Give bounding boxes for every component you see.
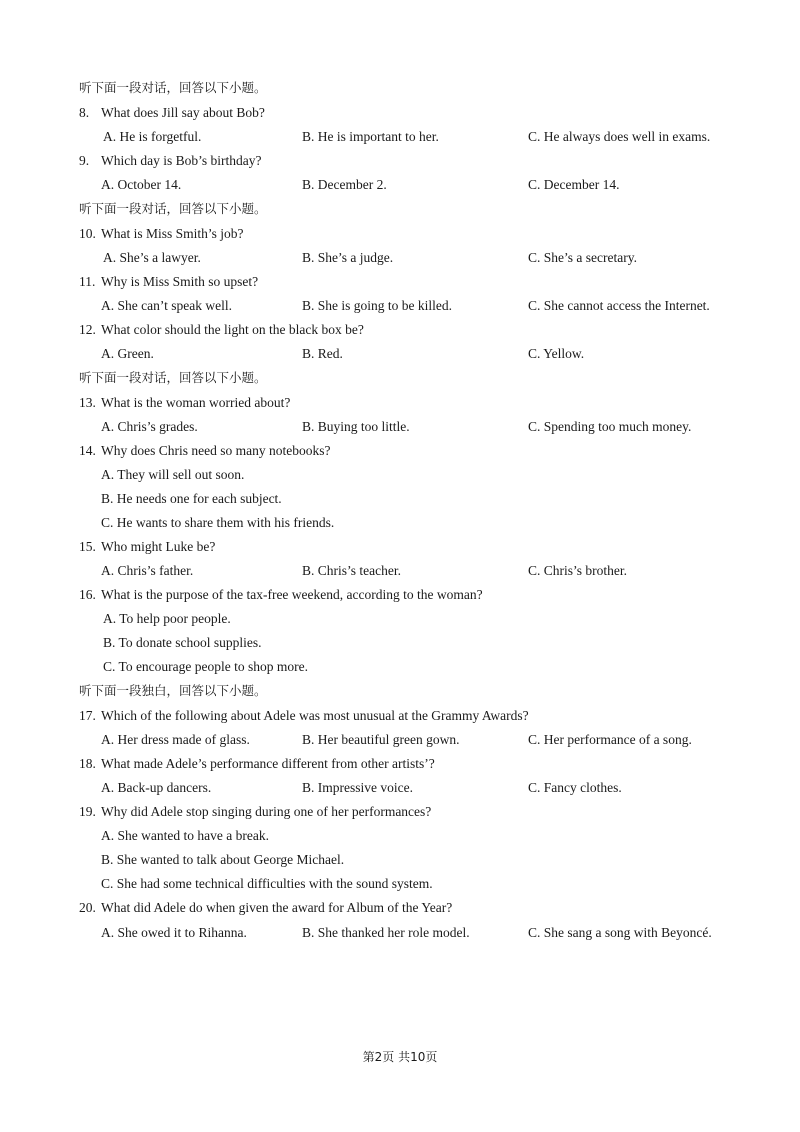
section-instruction: 听下面一段独白，回答以下小题。 — [79, 683, 267, 698]
question-number: 20. — [79, 900, 96, 915]
section-instruction: 听下面一段对话，回答以下小题。 — [79, 80, 267, 95]
question-text: What is the purpose of the tax-free weekend, according to the woman? — [101, 587, 483, 602]
option-b: B. December 2. — [302, 177, 387, 192]
question-text: What is the woman worried about? — [101, 395, 291, 410]
option-c: C. She cannot access the Internet. — [528, 298, 710, 313]
page-number-footer: 第2页 共10页 — [362, 1050, 438, 1064]
option-b: B. She thanked her role model. — [302, 925, 470, 940]
option-c: C. She had some technical difficulties with the sound system. — [101, 876, 433, 891]
section-instruction: 听下面一段对话，回答以下小题。 — [79, 201, 267, 216]
option-c: C. Her performance of a song. — [528, 732, 692, 747]
question-text: What does Jill say about Bob? — [101, 105, 265, 120]
question-text: Which of the following about Adele was most unusual at the Grammy Awards? — [101, 708, 529, 723]
option-a: A. To help poor people. — [103, 611, 231, 626]
option-a: A. October 14. — [101, 177, 182, 192]
option-c: C. To encourage people to shop more. — [103, 659, 309, 674]
option-c: C. He wants to share them with his friends. — [101, 515, 335, 530]
option-a: A. Green. — [101, 346, 154, 361]
option-b: B. She is going to be killed. — [302, 298, 452, 313]
option-a: A. Her dress made of glass. — [101, 732, 250, 747]
option-b: B. Impressive voice. — [302, 780, 413, 795]
option-a: A. Chris’s grades. — [101, 419, 198, 434]
option-b: B. To donate school supplies. — [103, 635, 262, 650]
option-c: C. Chris’s brother. — [528, 563, 628, 578]
question-number: 12. — [79, 322, 96, 337]
option-c: C. She sang a song with Beyoncé. — [528, 925, 712, 940]
option-b: B. Chris’s teacher. — [302, 563, 401, 578]
option-c: C. Yellow. — [528, 346, 585, 361]
question-number: 14. — [79, 443, 96, 458]
question-text: What color should the light on the black box be? — [101, 322, 364, 337]
option-a: A. Back-up dancers. — [101, 780, 212, 795]
option-a: A. She owed it to Rihanna. — [101, 925, 247, 940]
question-text: Why did Adele stop singing during one of her performances? — [101, 804, 432, 819]
question-text: Why is Miss Smith so upset? — [101, 274, 259, 289]
option-c: C. Spending too much money. — [528, 419, 692, 434]
question-number: 18. — [79, 756, 96, 771]
option-b: B. Red. — [302, 346, 343, 361]
question-number: 17. — [79, 708, 96, 723]
option-a: A. Chris’s father. — [101, 563, 194, 578]
option-b: B. Her beautiful green gown. — [302, 732, 460, 747]
option-b: B. Buying too little. — [302, 419, 410, 434]
question-number: 13. — [79, 395, 96, 410]
question-number: 19. — [79, 804, 96, 819]
question-text: What did Adele do when given the award for Album of the Year? — [101, 900, 453, 915]
question-number: 10. — [79, 226, 96, 241]
question-text: Who might Luke be? — [101, 539, 216, 554]
option-a: A. She wanted to have a break. — [101, 828, 269, 843]
question-number: 16. — [79, 587, 96, 602]
question-number: 11. — [79, 274, 96, 289]
question-text: What is Miss Smith’s job? — [101, 226, 244, 241]
option-b: B. He is important to her. — [302, 129, 439, 144]
option-c: C. Fancy clothes. — [528, 780, 622, 795]
option-a: A. He is forgetful. — [103, 129, 202, 144]
option-b: B. She wanted to talk about George Michael. — [101, 852, 345, 867]
section-instruction: 听下面一段对话，回答以下小题。 — [79, 370, 267, 385]
option-b: B. He needs one for each subject. — [101, 491, 282, 506]
option-a: A. She can’t speak well. — [101, 298, 232, 313]
question-number: 15. — [79, 539, 96, 554]
question-number: 8. — [79, 105, 90, 120]
option-c: C. December 14. — [528, 177, 620, 192]
question-text: What made Adele’s performance different from other artists’? — [101, 756, 435, 771]
question-text: Why does Chris need so many notebooks? — [101, 443, 331, 458]
option-c: C. She’s a secretary. — [528, 250, 637, 265]
option-b: B. She’s a judge. — [302, 250, 394, 265]
question-number: 9. — [79, 153, 90, 168]
option-c: C. He always does well in exams. — [528, 129, 711, 144]
option-a: A. She’s a lawyer. — [103, 250, 201, 265]
option-a: A. They will sell out soon. — [101, 467, 245, 482]
question-text: Which day is Bob’s birthday? — [101, 153, 262, 168]
